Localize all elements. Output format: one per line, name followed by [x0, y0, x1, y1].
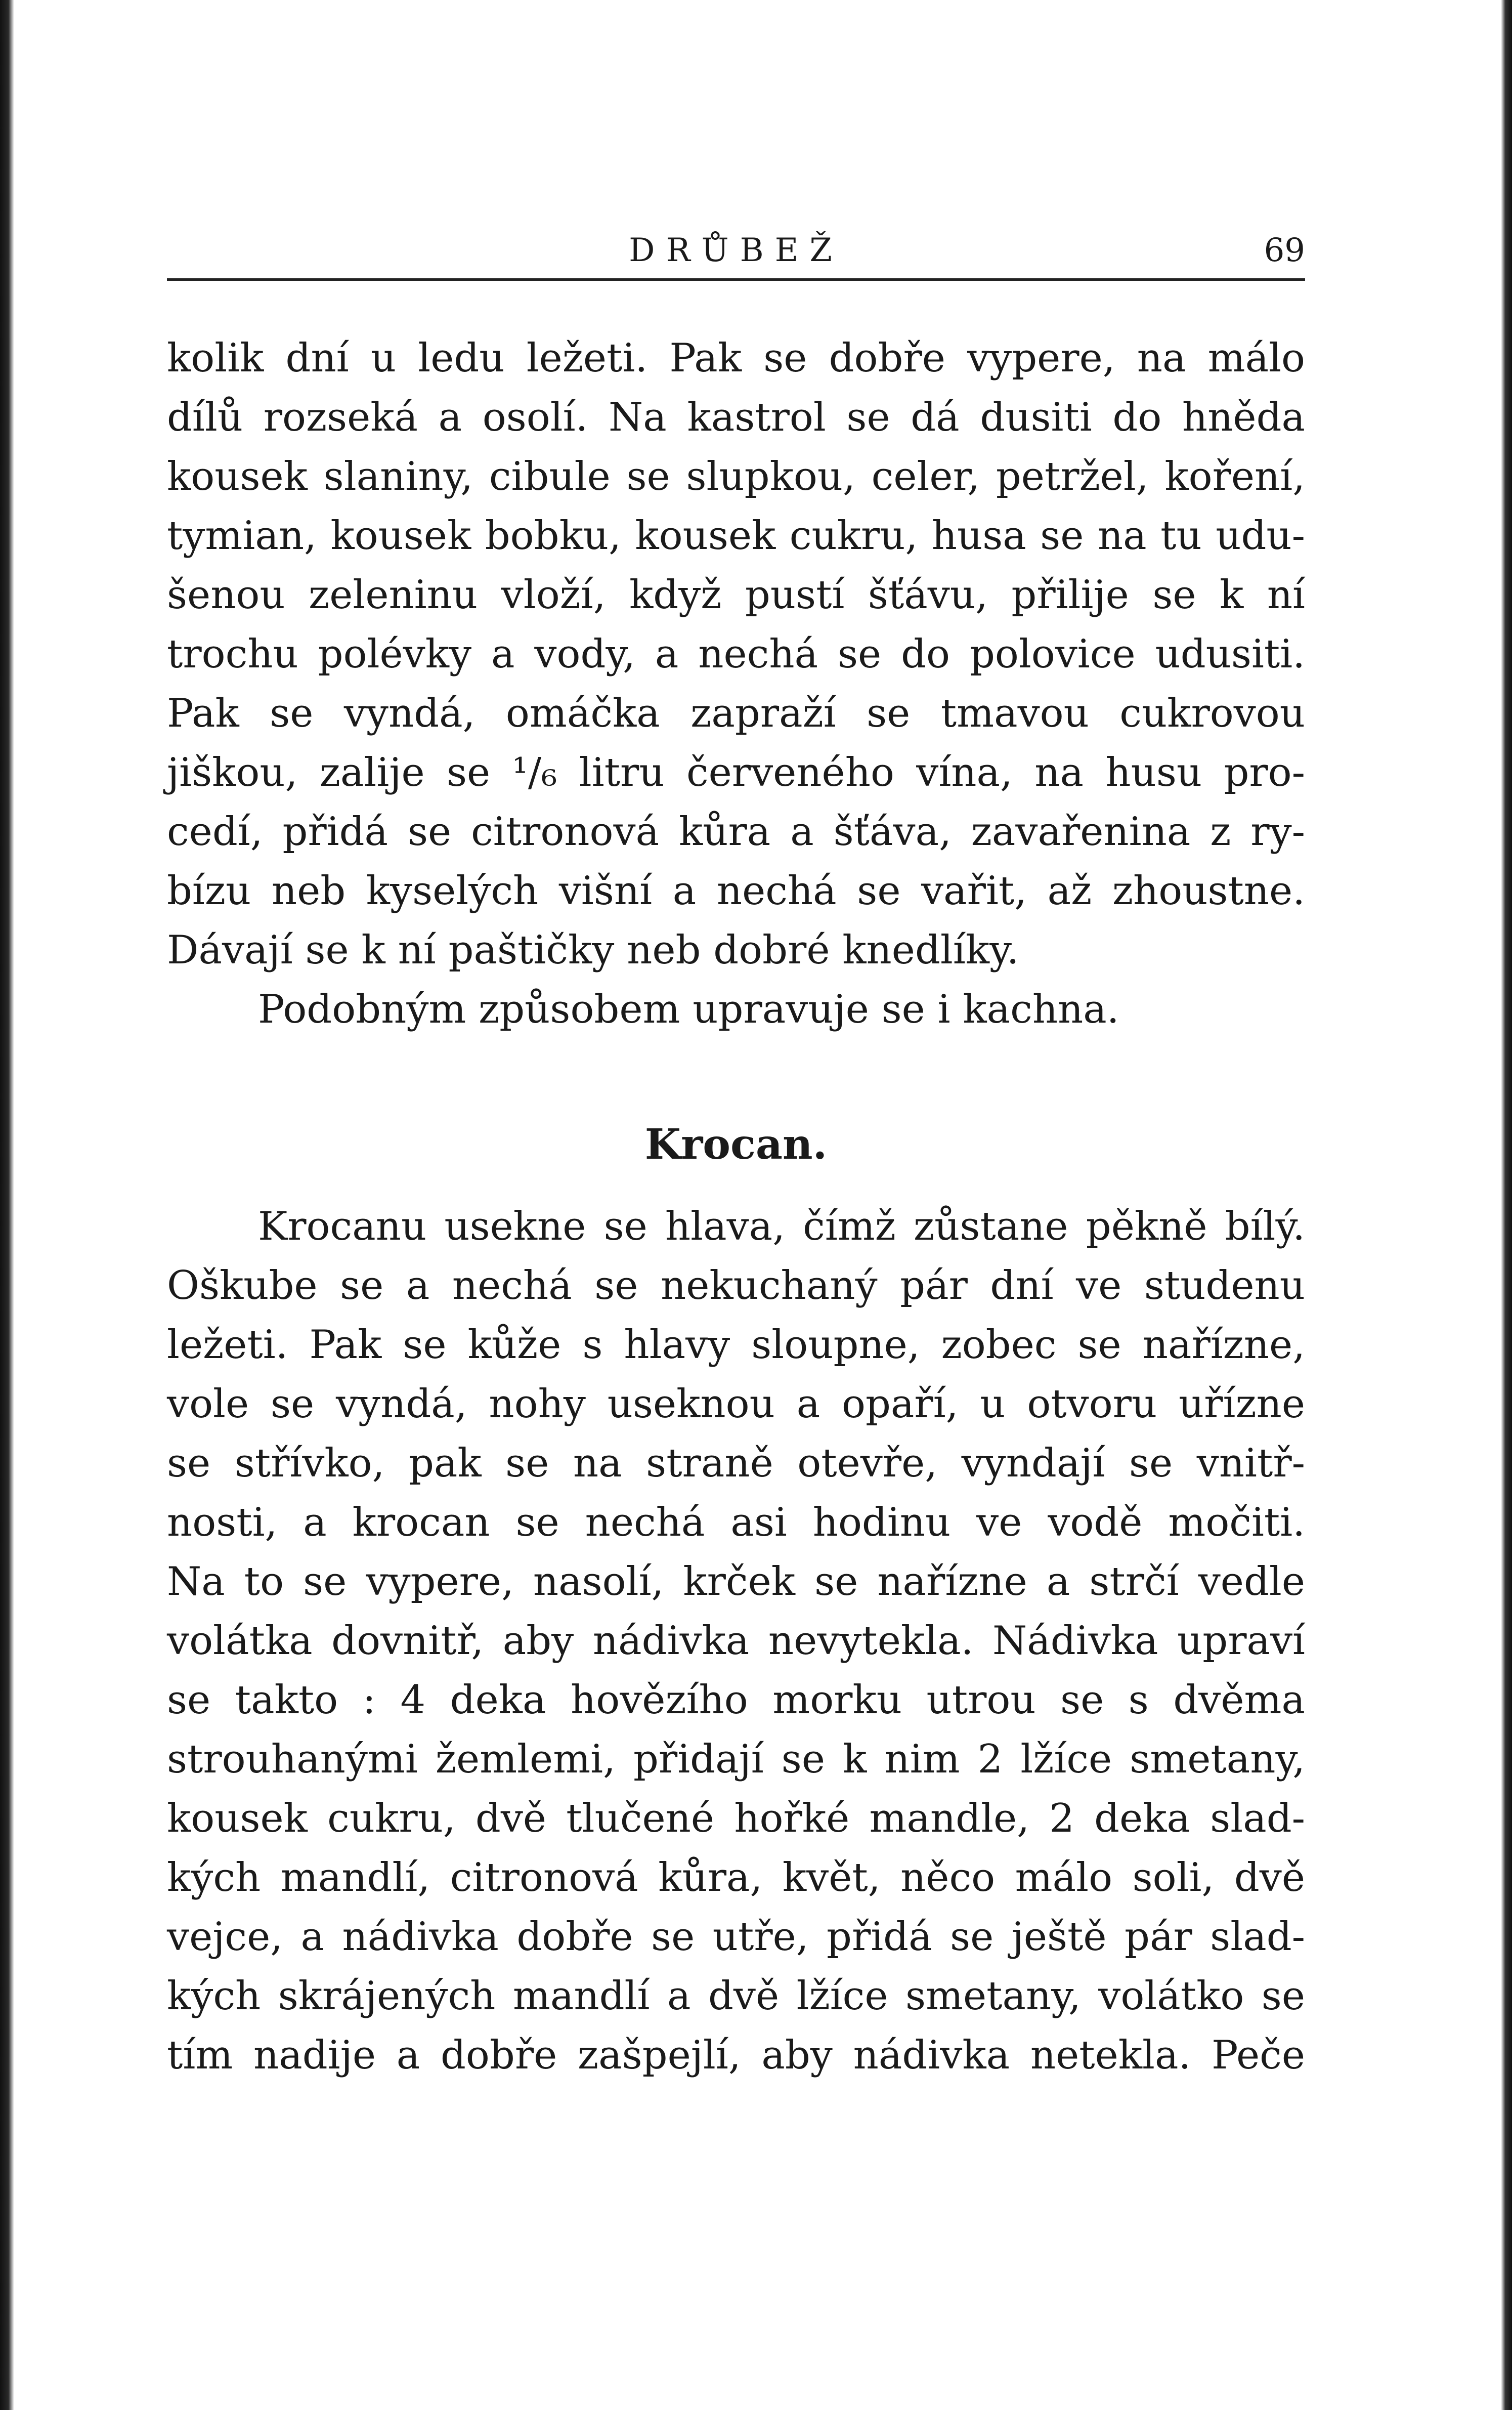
text-line: se střívko, pak se na straně otevře, vyndají se vnitř-: [167, 1441, 1305, 1486]
scan-edge-left: [0, 0, 14, 2410]
text-line: Podobným způsobem upravuje se i kachna.: [258, 987, 1119, 1032]
text-line: Krocanu usekne se hlava, čímž zůstane pěkně bílý.: [258, 1204, 1305, 1249]
text-line: ležeti. Pak se kůže s hlavy sloupne, zobec se nařízne,: [167, 1322, 1305, 1368]
text-line: dílů rozseká a osolí. Na kastrol se dá dusiti do hněda: [167, 395, 1305, 440]
text-line: Dávají se k ní paštičky neb dobré knedlíky.: [167, 927, 1019, 973]
body-text: [167, 329, 1305, 2085]
text-line: Oškube se a nechá se nekuchaný pár dní ve studenu: [167, 1263, 1305, 1308]
paragraph-continuation: [167, 329, 1305, 980]
text-line: Na to se vypere, nasolí, krček se nařízne a strčí vedle: [167, 1559, 1305, 1604]
text-line: volátka dovnitř, aby nádivka nevytekla. Nádivka upraví: [167, 1618, 1305, 1664]
text-line: kých mandlí, citronová kůra, květ, něco málo soli, dvě: [167, 1855, 1305, 1900]
text-line: strouhanými žemlemi, přidají se k nim 2 lžíce smetany,: [167, 1737, 1305, 1782]
page-number: 69: [1264, 232, 1305, 269]
text-line: vole se vyndá, nohy useknou a opaří, u otvoru uřízne: [167, 1381, 1305, 1427]
section-heading: Krocan.: [644, 1120, 828, 1169]
scan-edge-right: [1501, 0, 1512, 2410]
text-line: tím nadije a dobře zašpejlí, aby nádivka netekla. Peče: [167, 2033, 1305, 2078]
text-line: vejce, a nádivka dobře se utře, přidá se ještě pár slad-: [167, 1914, 1305, 1960]
text-line: kousek cukru, dvě tlučené hořké mandle, 2 deka slad-: [167, 1796, 1305, 1841]
text-line: se takto : 4 deka hovězího morku utrou se s dvěma: [167, 1677, 1305, 1723]
text-line: cedí, přidá se citronová kůra a šťáva, zavařenina z ry-: [167, 809, 1305, 855]
text-line: kousek slaniny, cibule se slupkou, celer, petržel, koření,: [167, 454, 1305, 499]
text-line: Pak se vyndá, omáčka zapraží se tmavou cukrovou: [167, 691, 1305, 736]
text-line: kolik dní u ledu ležeti. Pak se dobře vypere, na málo: [167, 335, 1305, 381]
text-line: kých skrájených mandlí a dvě lžíce smetany, volátko se: [167, 1973, 1305, 2019]
paragraph-kachna: [167, 980, 1305, 1039]
text-line: tymian, kousek bobku, kousek cukru, husa se na tu udu-: [167, 513, 1305, 559]
running-head: [167, 218, 1305, 281]
text-line: jiškou, zalije se ¹/₆ litru červeného vína, na husu pro-: [167, 750, 1305, 795]
text-line: trochu polévky a vody, a nechá se do polovice udusiti.: [167, 631, 1305, 677]
book-page: [167, 218, 1305, 2085]
text-line: nosti, a krocan se nechá asi hodinu ve vodě močiti.: [167, 1500, 1305, 1545]
text-line: šenou zeleninu vloží, když pustí šťávu, přilije se k ní: [167, 572, 1305, 618]
running-title: DRŮBEŽ: [629, 232, 843, 269]
text-line: bízu neb kyselých višní a nechá se vařit, až zhoustne.: [167, 868, 1305, 914]
paragraph-krocan: [167, 1197, 1305, 2085]
